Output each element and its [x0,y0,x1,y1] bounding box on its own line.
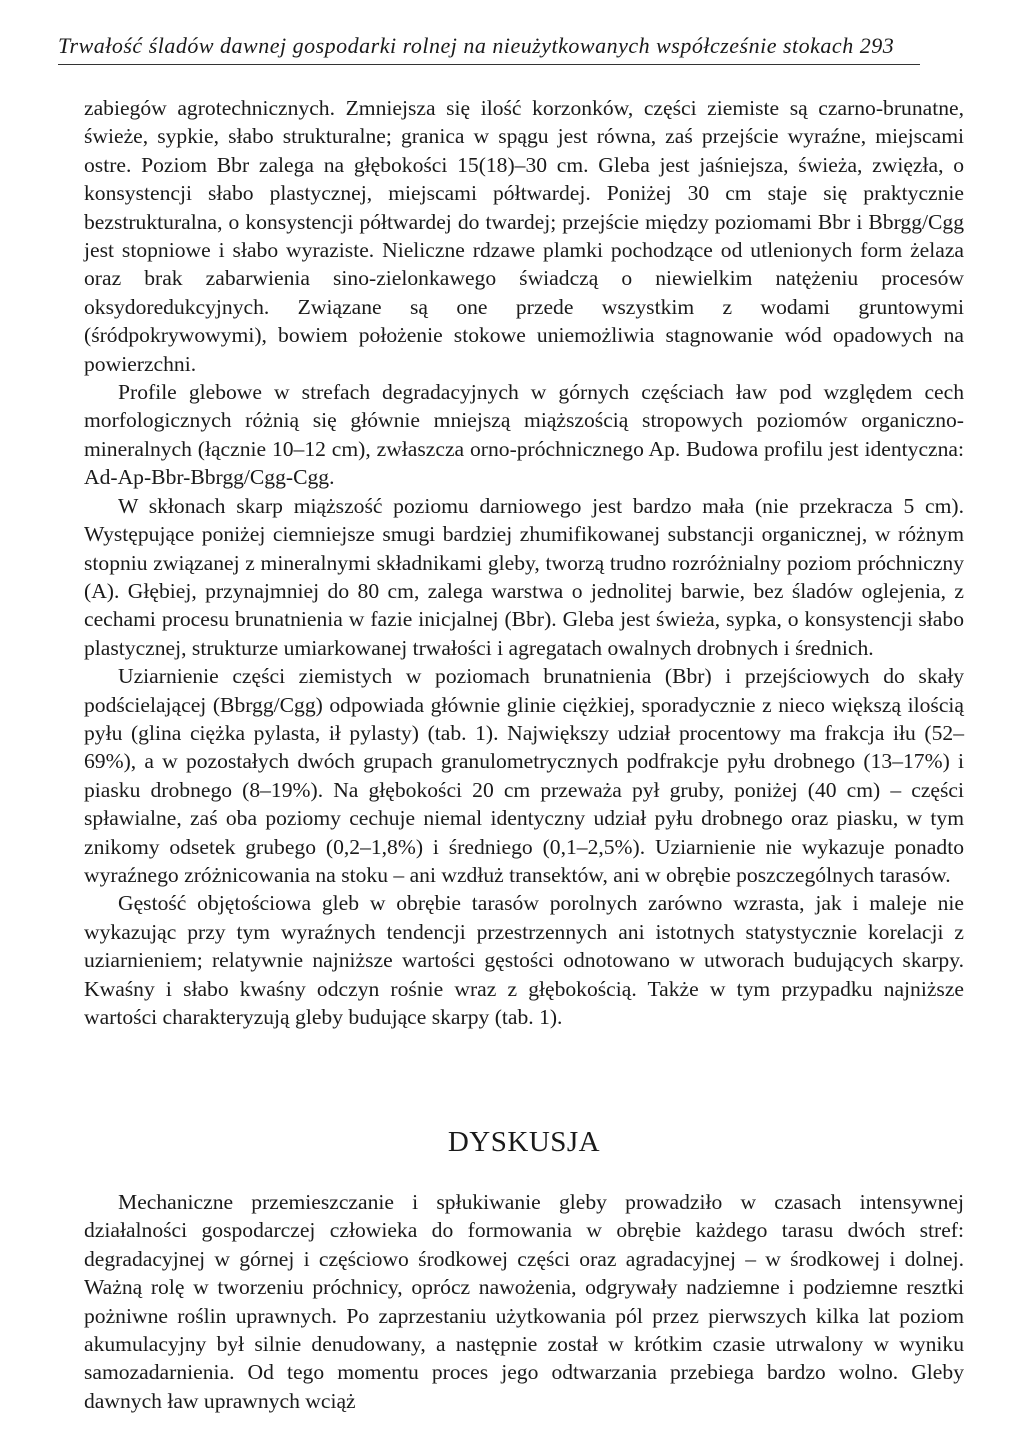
paragraph: W skłonach skarp miąższość poziomu darniowego jest bardzo mała (nie przekracza 5 cm). Występujące poniżej ciemniejsze smugi bardziej zhumifikowanej substancji organicznej, w różnym stopniu związanej z mineralnymi składnikami gleby, tworzą trudno rozróżnialny poziom próchniczny (A). Głębiej, przynajmniej do 80 cm, zalega warstwa o jednolitej barwie, bez śladów oglejenia, z cechami procesu brunatnienia w fazie inicjalnej (Bbr). Gleba jest świeża, sypka, o konsystencji słabo plastycznej, strukturze umiarkowanej trwałości i agregatach owalnych drobnych i średnich. [84,493,964,660]
paragraph: Gęstość objętościowa gleb w obrębie tarasów porolnych zarówno wzrasta, jak i maleje nie wykazując przy tym wyraźnych tendencji przestrzennych ani istotnych statystycznie korelacji z uziarnieniem; relatywnie najniższe wartości gęstości odnotowano w utworach budujących skarpy. Kwaśny i słabo kwaśny odczyn rośnie wraz z głębokością. Także w tym przypadku najniższe wartości charakteryzują gleby budujące skarpy (tab. 1). [84,891,964,1029]
paragraph: Uziarnienie części ziemistych w poziomach brunatnienia (Bbr) i przejściowych do skały podścielającej (Bbrgg/Cgg) odpowiada głównie glinie ciężkiej, sporadycznie z nieco większą ilością pyłu (glina ciężka pylasta, ił pylasty) (tab. 1). Największy udział procentowy ma frakcja iłu (52–69%), a w pozostałych dwóch grupach granulometrycznych podfrakcje pyłu drobnego (13–17%) i piasku drobnego (8–19%). Na głębokości 20 cm przeważa pył gruby, poniżej (40 cm) – części spławialne, zaś oba poziomy cechuje niemal identyczny udział pyłu drobnego oraz piasku, w tym znikomy odsetek grubego (0,2–1,8%) i średniego (0,1–2,5%). Uziarnienie nie wykazuje ponadto wyraźnego zróżnicowania na stoku – ani wzdłuż transektów, ani w obrębie poszczególnych tarasów. [84,664,964,887]
body-text [84,94,964,1031]
paragraph: zabiegów agrotechnicznych. Zmniejsza się ilość korzonków, części ziemiste są czarno-brunatne, świeże, sypkie, słabo strukturalne; granica w spągu jest równa, zaś przejście wyraźne, miejscami ostre. Poziom Bbr zalega na głębokości 15(18)–30 cm. Gleba jest jaśniejsza, świeża, zwięzła, o konsystencji słabo plastycznej, miejscami półtwardej. Poniżej 30 cm staje się praktycznie bezstrukturalna, o konsystencji półtwardej do twardej; przejście między poziomami Bbr i Bbrgg/Cgg jest stopniowe i słabo wyraziste. Nieliczne rdzawe plamki pochodzące od utlenionych form żelaza oraz brak zabarwienia sino-zielonkawego świadczą o niewielkim natężeniu procesów oksydoredukcyjnych. Związane są one przede wszystkim z wodami gruntowymi (śródpokrywowymi), bowiem położenie stokowe uniemożliwia stagnowanie wód opadowych na powierzchni. [84,96,964,376]
page-number: 293 [859,33,895,58]
section-heading: DYSKUSJA [447,1126,601,1158]
header-rule [58,64,920,65]
running-title: Trwałość śladów dawnej gospodarki rolnej na nieużytkowanych współcześnie stokach [58,33,854,58]
paragraph: Profile glebowe w strefach degradacyjnych w górnych częściach ław pod względem cech morfologicznych różnią się głównie mniejszą miąższością stropowych poziomów organiczno-mineralnych (łącznie 10–12 cm), zwłaszcza orno-próchnicznego Ap. Budowa profilu jest identyczna: Ad-Ap-Bbr-Bbrgg/Cgg-Cgg. [84,380,964,490]
running-header [58,30,973,62]
section-body-text [84,1188,964,1415]
paragraph: Mechaniczne przemieszczanie i spłukiwanie gleby prowadziło w czasach intensywnej działalności gospodarczej człowieka do formowania w obrębie każdego tarasu dwóch stref: degradacyjnej w górnej i częściowo środkowej części oraz agradacyjnej – w środkowej i dolnej. Ważną rolę w tworzeniu próchnicy, oprócz nawożenia, odgrywały nadziemne i podziemne resztki pożniwne roślin uprawnych. Po zaprzestaniu użytkowania pól przez pierwszych kilka lat poziom akumulacyjny był silnie denudowany, a następnie został w krótkim czasie utrwalony w wyniku samozadarnienia. Od tego momentu proces jego odtwarzania przebiega bardzo wolno. Gleby dawnych ław uprawnych wciąż [84,1190,964,1413]
